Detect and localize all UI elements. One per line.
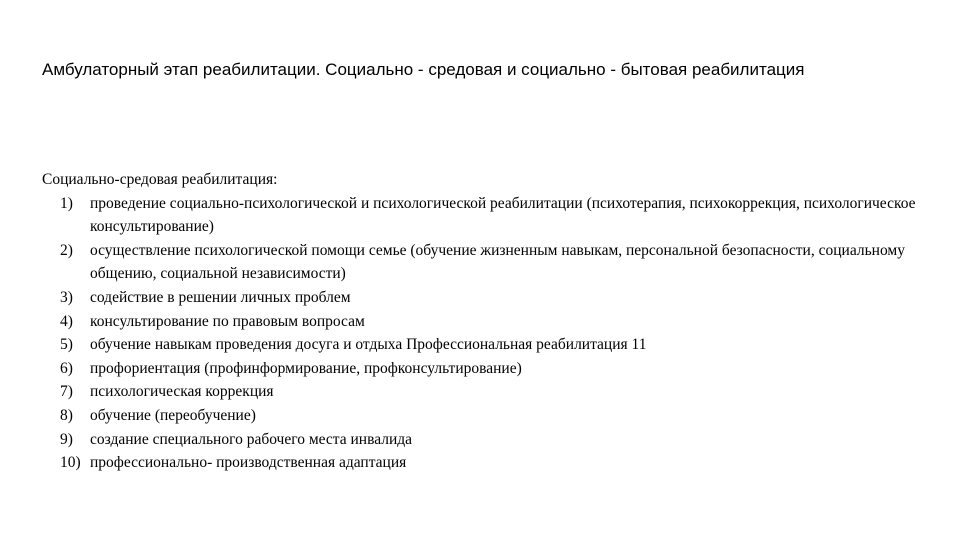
list-item — [42, 286, 922, 310]
list-item — [42, 357, 922, 381]
list-item-text: обучение навыкам проведения досуга и отдыха Профессиональная реабилитация 11 — [90, 336, 647, 354]
list-item — [42, 333, 922, 357]
list-item — [42, 239, 922, 286]
list-item-text: профориентация (профинформирование, профконсультирование) — [90, 359, 522, 377]
list-item — [42, 310, 922, 334]
list-item-text: обучение (переобучение) — [90, 406, 256, 424]
list-item-number: 5) — [60, 336, 73, 354]
list-item-text: создание специального рабочего места инвалида — [90, 430, 413, 448]
list-item-number: 4) — [60, 312, 73, 330]
list-item — [42, 404, 922, 428]
slide-title: Амбулаторный этап реабилитации. Социально - средовая и социально - бытовая реабилитация — [42, 60, 805, 79]
list-item — [42, 380, 922, 404]
list-item-number: 10) — [60, 454, 81, 472]
list-item-text: психологическая коррекция — [90, 383, 274, 401]
list-item-number: 2) — [60, 241, 73, 259]
list-item-number: 9) — [60, 430, 73, 448]
list-item-text: содействие в решении личных проблем — [90, 288, 351, 306]
list-item-text: консультирование по правовым вопросам — [90, 312, 365, 330]
section-heading: Социально-средовая реабилитация: — [42, 171, 278, 188]
numbered-list — [42, 192, 922, 475]
list-item-text: профессионально- производственная адаптация — [90, 454, 407, 472]
list-item-number: 3) — [60, 288, 73, 306]
list-item-number: 7) — [60, 383, 73, 401]
slide-body — [42, 168, 922, 475]
list-item — [42, 192, 922, 239]
list-item-number: 8) — [60, 406, 73, 424]
list-item-number: 1) — [60, 194, 73, 212]
list-item-text: проведение социально-психологической и психологической реабилитации (психотерапия, психокоррекция, психологическое консультирование) — [90, 194, 916, 236]
list-item-number: 6) — [60, 359, 73, 377]
list-item — [42, 428, 922, 452]
list-item — [42, 451, 922, 475]
list-item-text: осуществление психологической помощи семье (обучение жизненным навыкам, персональной безопасности, социальному общению, социальной независимости) — [90, 241, 905, 283]
